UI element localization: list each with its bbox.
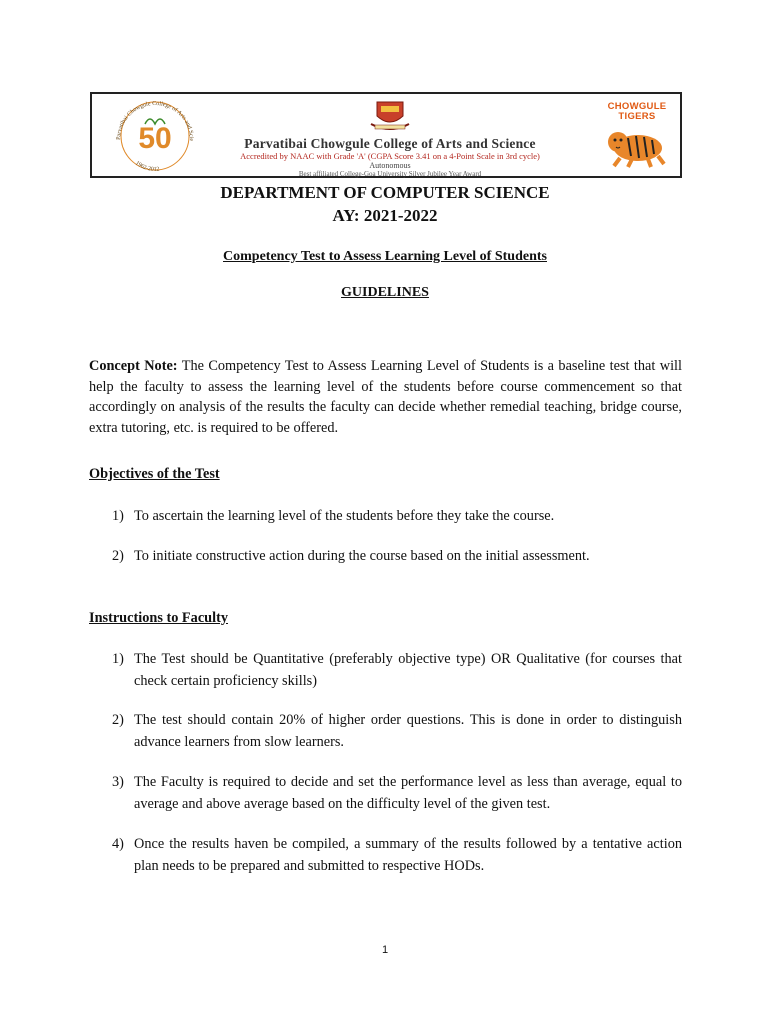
objective-number: 2) — [112, 548, 124, 564]
instruction-item — [112, 834, 682, 877]
academic-year: AY: 2021-2022 — [332, 206, 438, 225]
college-name: Parvatibai Chowgule College of Arts and Science — [244, 136, 536, 151]
department-title: DEPARTMENT OF COMPUTER SCIENCE — [220, 183, 550, 202]
instruction-item — [112, 649, 682, 692]
concept-note — [89, 356, 682, 438]
tigers-word-2: TIGERS — [618, 111, 656, 122]
svg-text:Parvatibai Chowgule College of: Parvatibai Chowgule College of Arts and Scie — [115, 100, 195, 142]
concept-note-text: The Competency Test to Assess Learning Level of Students is a baseline test that will help the faculty to assess the learning level of the students before course commencement so that accordingly on analysis of the results the faculty can decide whether remedial teaching, bridge course, extra tutoring, etc. is required to be offered. — [89, 358, 682, 436]
instruction-text: Once the results haven be compiled, a summary of the results followed by a tentative action plan needs to be prepared and submitted to respective HODs. — [134, 836, 682, 874]
svg-text:50: 50 — [138, 122, 172, 155]
instruction-number: 1) — [112, 651, 124, 667]
instruction-number: 4) — [112, 836, 124, 852]
accreditation-line: Accredited by NAAC with Grade 'A' (CGPA Score 3.41 on a 4-Point Scale in 3rd cycle) — [240, 151, 540, 161]
instruction-number: 2) — [112, 712, 124, 728]
objective-item — [112, 546, 682, 568]
concept-note-label: Concept Note: — [89, 358, 178, 374]
objective-text: To ascertain the learning level of the students before they take the course. — [134, 508, 555, 524]
instruction-item — [112, 772, 682, 815]
page-number: 1 — [381, 944, 389, 956]
instruction-item — [112, 710, 682, 753]
objective-text: To initiate constructive action during the course based on the initial assessment. — [134, 548, 590, 564]
instruction-number: 3) — [112, 774, 124, 790]
award-line: Best affiliated College-Goa University Silver Jubilee Year Award — [298, 170, 482, 178]
instruction-text: The Faculty is required to decide and set the performance level as less than average, equal to average and above average based on the difficulty level of the given test. — [134, 774, 682, 812]
tiger-mascot-icon — [598, 122, 674, 168]
instruction-text: The test should contain 20% of higher order questions. This is done in order to distinguish advance learners from slow learners. — [134, 712, 682, 750]
svg-text:1962-2012: 1962-2012 — [134, 160, 160, 172]
objectives-heading: Objectives of the Test — [89, 466, 220, 482]
objective-item — [112, 506, 682, 528]
guidelines-heading: GUIDELINES — [341, 285, 429, 300]
autonomous-label: Autonomous — [369, 161, 411, 170]
college-crest-logo — [365, 98, 415, 134]
test-title: Competency Test to Assess Learning Level of Students — [223, 249, 547, 264]
chowgule-tigers-wordmark — [602, 102, 672, 122]
instruction-text: The Test should be Quantitative (preferably objective type) OR Qualitative (for courses that check certain proficiency skills) — [134, 651, 682, 689]
instructions-heading: Instructions to Faculty — [89, 610, 228, 626]
objective-number: 1) — [112, 508, 124, 524]
tigers-word-1: CHOWGULE — [607, 101, 667, 112]
